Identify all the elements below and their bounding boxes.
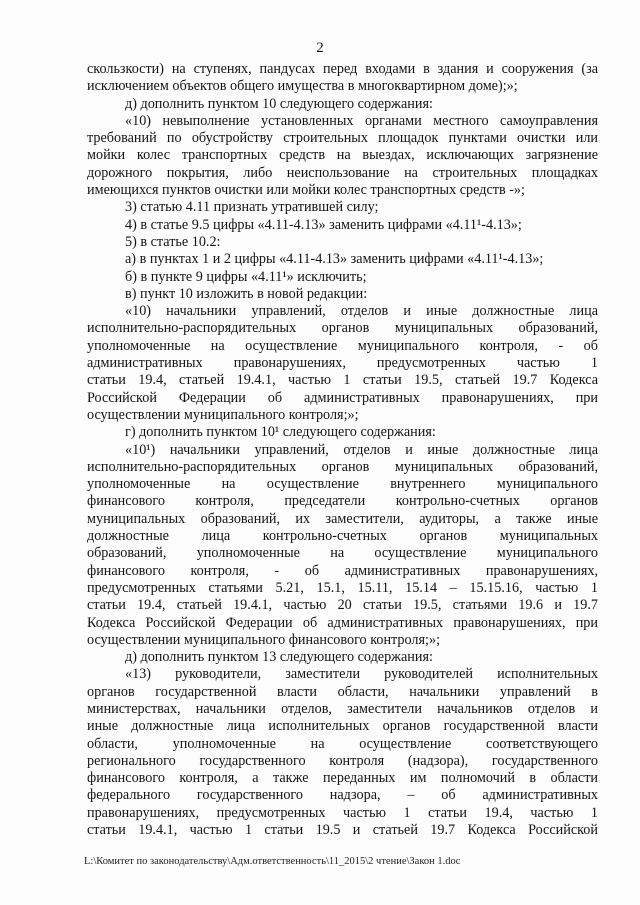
text-line: б) в пункте 9 цифры «4.11¹» исключить; [125, 268, 367, 285]
document-body [87, 61, 598, 839]
text-line: уполномоченные на осуществление муниципального контроля, - об [87, 337, 598, 354]
page-number: 2 [316, 40, 324, 56]
text-line: а) в пунктах 1 и 2 цифры «4.11-4.13» заменить цифрами «4.11¹-4.13»; [125, 251, 544, 268]
text-line: исключением объектов общего имущества в многоквартирном доме);»; [87, 78, 518, 95]
text-line: «10¹) начальники управлений, отделов и иные должностные лица [125, 441, 598, 458]
text-line: 3) статью 4.11 признать утратившей силу; [125, 199, 379, 216]
text-line: имеющихся пунктов очистки или мойки колес транспортных средств -»; [87, 182, 525, 199]
text-line: «13) руководители, заместители руководителей исполнительных [125, 666, 598, 683]
text-line: «10) невыполнение установленных органами местного самоуправления [125, 112, 598, 129]
text-line: министерствах, начальники отделов, заместители начальников отделов и [87, 700, 598, 717]
text-line: регионального государственного контроля (надзора), государственного [87, 752, 598, 769]
text-line: статьи 19.4, статьей 19.4.1, частью 1 статьи 19.5, статьей 19.7 Кодекса [87, 372, 598, 389]
text-line: «10) начальники управлений, отделов и иные должностные лица [125, 303, 598, 320]
text-line: статьи 19.4, статьей 19.4.1, частью 20 статьи 19.5, статьями 19.6 и 19.7 [87, 597, 598, 614]
text-line: муниципальных образований, их заместители, аудиторы, а также иные [87, 510, 598, 527]
text-line: уполномоченные на осуществление внутреннего муниципального [87, 476, 598, 493]
text-line: Кодекса Российской Федерации об административных правонарушениях, при [87, 614, 598, 631]
text-line: финансового контроля, председатели контрольно-счетных органов [87, 493, 598, 510]
text-line: финансового контроля, - об административных правонарушениях, [87, 562, 598, 579]
text-line: осуществлении муниципального контроля;»; [87, 406, 359, 423]
text-line: в) пункт 10 изложить в новой редакции: [125, 285, 368, 302]
text-line: иные должностные лица исполнительных органов государственной власти [87, 718, 598, 735]
text-line: административных правонарушениях, предусмотренных частью 1 [87, 355, 598, 372]
text-line: правонарушениях, предусмотренных частью 1 статьи 19.4, частью 1 [87, 804, 598, 821]
text-line: д) дополнить пунктом 10 следующего содержания: [125, 95, 433, 112]
text-line: осуществлении муниципального финансового контроля;»; [87, 631, 441, 648]
text-line: дорожного покрытия, либо неиспользование на строительных площадках [87, 164, 598, 181]
text-line: исполнительно-распорядительных органов муниципальных образований, [87, 320, 598, 337]
text-line: органов государственной власти области, начальники управлений в [87, 683, 598, 700]
text-line: Российской Федерации об административных правонарушениях, при [87, 389, 598, 406]
text-line: статьи 19.4.1, частью 1 статьи 19.5 и статьей 19.7 Кодекса Российской [87, 822, 598, 839]
file-path-footer: L:\Комитет по законодательству\Адм.ответственность\11_2015\2 чтение\Закон 1.doc [84, 856, 461, 867]
text-line: 5) в статье 10.2: [125, 233, 221, 250]
text-line: области, уполномоченные на осуществление соответствующего [87, 735, 598, 752]
text-line: 4) в статье 9.5 цифры «4.11-4.13» заменить цифрами «4.11¹-4.13»; [125, 216, 522, 233]
text-line: скользкости) на ступенях, пандусах перед входами в здания и сооружения (за [87, 61, 598, 77]
text-line: федерального государственного надзора, – об административных [87, 787, 598, 804]
text-line: г) дополнить пунктом 10¹ следующего содержания: [125, 424, 436, 441]
text-line: мойки колес транспортных средств на выездах, исключающих загрязнение [87, 147, 598, 164]
text-line: предусмотренных статьями 5.21, 15.1, 15.11, 15.14 – 15.15.16, частью 1 [87, 579, 598, 596]
text-line: д) дополнить пунктом 13 следующего содержания: [125, 649, 433, 666]
text-line: финансового контроля, а также переданных им полномочий в области [87, 770, 598, 787]
text-line: требований по обустройству строительных площадок пунктами очистки или [87, 130, 598, 147]
text-line: образований, уполномоченные на осуществление муниципального [87, 545, 598, 562]
text-line: должностные лица контрольно-счетных органов муниципальных [87, 528, 598, 545]
text-line: исполнительно-распорядительных органов муниципальных образований, [87, 458, 598, 475]
